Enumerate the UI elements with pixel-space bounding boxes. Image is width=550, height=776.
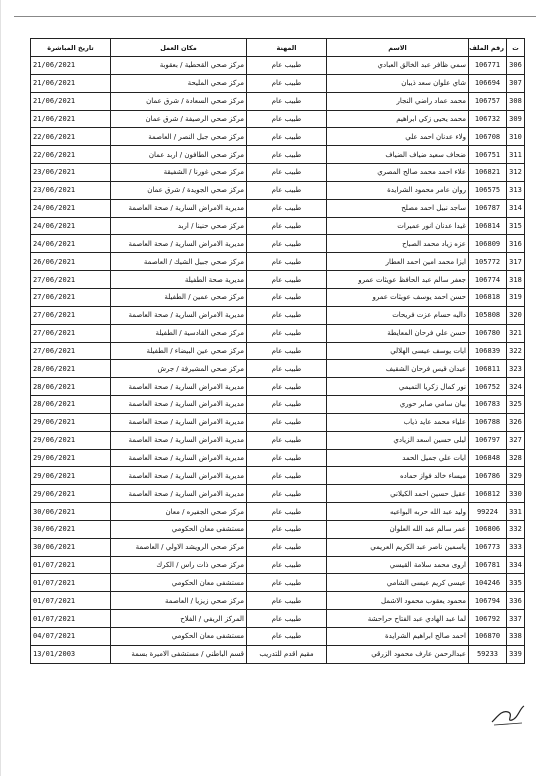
staff-roster-table [30, 38, 525, 664]
cell-place: مستشفى معان الحكومي [111, 628, 247, 646]
cell-date: 24/06/2021 [31, 235, 111, 253]
cell-job: طبيب عام [247, 92, 327, 110]
cell-file: 106757 [469, 92, 507, 110]
cell-name: ايزا محمد امين احمد العطار [327, 253, 469, 271]
cell-job: طبيب عام [247, 503, 327, 521]
cell-job: طبيب عام [247, 485, 327, 503]
cell-name: عزه زياد محمد الصباح [327, 235, 469, 253]
table-row [31, 110, 525, 128]
table-row [31, 164, 525, 182]
cell-name: ضحاف سعيد ضياف الضياف [327, 146, 469, 164]
cell-num: 308 [507, 92, 525, 110]
cell-num: 306 [507, 57, 525, 75]
cell-name: عيسى كريم عيسى الشامي [327, 574, 469, 592]
cell-name: اروى محمد سلامة القيسي [327, 556, 469, 574]
cell-name: شاي علوان سعد ذيبان [327, 74, 469, 92]
table-row [31, 628, 525, 646]
cell-name: داليه حسام عزت فريحات [327, 306, 469, 324]
cell-job: طبيب عام [247, 235, 327, 253]
table-row [31, 253, 525, 271]
cell-place: مركز صحي زيزيا / العاصمة [111, 592, 247, 610]
cell-file: 106870 [469, 628, 507, 646]
table-row [31, 271, 525, 289]
cell-date: 13/01/2003 [31, 645, 111, 663]
cell-file: 106792 [469, 610, 507, 628]
table-row [31, 288, 525, 306]
cell-file: 106732 [469, 110, 507, 128]
cell-job: طبيب عام [247, 378, 327, 396]
handwritten-signature [488, 700, 528, 728]
cell-place: المركز الريفي / الفلاح [111, 610, 247, 628]
cell-place: قسم الباطني / مستشفى الاميرة بسمة [111, 645, 247, 663]
cell-place: مركز صحي عين البيضاء / الطفيلة [111, 342, 247, 360]
cell-place: مديرية الامراض السارية / صحة العاصمة [111, 396, 247, 414]
table-row [31, 217, 525, 235]
table-row [31, 324, 525, 342]
cell-date: 01/07/2021 [31, 592, 111, 610]
cell-job: طبيب عام [247, 467, 327, 485]
cell-job: طبيب عام [247, 538, 327, 556]
cell-file: 106774 [469, 271, 507, 289]
cell-date: 27/06/2021 [31, 271, 111, 289]
table-row [31, 574, 525, 592]
table-row [31, 306, 525, 324]
cell-date: 23/06/2021 [31, 181, 111, 199]
table-row [31, 396, 525, 414]
cell-file: 106821 [469, 164, 507, 182]
cell-place: مركز صحي ذات راس / الكرك [111, 556, 247, 574]
cell-job: طبيب عام [247, 360, 327, 378]
table-row [31, 520, 525, 538]
cell-date: 27/06/2021 [31, 306, 111, 324]
cell-job: طبيب عام [247, 556, 327, 574]
cell-name: علاء احمد محمد صالح المصري [327, 164, 469, 182]
cell-place: مركز صحي الجويدة / شرق عمان [111, 181, 247, 199]
table-header-row [31, 39, 525, 57]
table-row [31, 235, 525, 253]
cell-file: 106751 [469, 146, 507, 164]
cell-name: ايات علي جميل الحمد [327, 449, 469, 467]
cell-file: 106809 [469, 235, 507, 253]
cell-date: 30/06/2021 [31, 520, 111, 538]
cell-file: 106773 [469, 538, 507, 556]
cell-num: 339 [507, 645, 525, 663]
cell-num: 317 [507, 253, 525, 271]
cell-job: طبيب عام [247, 431, 327, 449]
cell-date: 22/06/2021 [31, 128, 111, 146]
cell-name: احمد صالح ابراهيم الشرايدة [327, 628, 469, 646]
cell-num: 328 [507, 449, 525, 467]
cell-place: مديرية الامراض السارية / صحة العاصمة [111, 467, 247, 485]
cell-name: ولاء عدنان احمد علي [327, 128, 469, 146]
cell-name: ليلى حسين اسعد الزيادي [327, 431, 469, 449]
cell-file: 99224 [469, 503, 507, 521]
table-row [31, 378, 525, 396]
cell-file: 106794 [469, 592, 507, 610]
cell-job: طبيب عام [247, 128, 327, 146]
table-row [31, 503, 525, 521]
table-row [31, 467, 525, 485]
cell-job: طبيب عام [247, 628, 327, 646]
cell-place: مركز صحي السعادة / شرق عمان [111, 92, 247, 110]
cell-name: محمود يعقوب محمود الاشمل [327, 592, 469, 610]
cell-name: عيدان قيس فرحان الشقيف [327, 360, 469, 378]
cell-file: 106787 [469, 199, 507, 217]
cell-place: مركز صحي المشيرفة / جرش [111, 360, 247, 378]
cell-name: وليد عبد الله حربه البواعيه [327, 503, 469, 521]
header-num: ت [507, 39, 525, 57]
cell-date: 04/07/2021 [31, 628, 111, 646]
cell-num: 323 [507, 360, 525, 378]
cell-name: عبدالرحمن عارف محمود الزرقي [327, 645, 469, 663]
cell-num: 336 [507, 592, 525, 610]
cell-file: 106812 [469, 485, 507, 503]
cell-job: طبيب عام [247, 288, 327, 306]
cell-name: ميساء خالد فواز حماده [327, 467, 469, 485]
table-row [31, 74, 525, 92]
table-row [31, 645, 525, 663]
cell-job: طبيب عام [247, 574, 327, 592]
cell-place: مركز صحي الجفيره / معان [111, 503, 247, 521]
cell-file: 106780 [469, 324, 507, 342]
header-date: تاريخ المباشرة [31, 39, 111, 57]
cell-name: جعفر سالم عبد الحافظ عويثات عمرو [327, 271, 469, 289]
cell-num: 324 [507, 378, 525, 396]
table-row [31, 342, 525, 360]
cell-file: 106788 [469, 413, 507, 431]
scan-top-mark [14, 0, 536, 17]
cell-place: مركز صحي حنينا / اربد [111, 217, 247, 235]
cell-file: 106694 [469, 74, 507, 92]
table-row [31, 360, 525, 378]
table-row [31, 556, 525, 574]
cell-job: طبيب عام [247, 520, 327, 538]
cell-num: 335 [507, 574, 525, 592]
cell-num: 315 [507, 217, 525, 235]
cell-num: 331 [507, 503, 525, 521]
cell-date: 26/06/2021 [31, 253, 111, 271]
cell-file: 106752 [469, 378, 507, 396]
cell-date: 24/06/2021 [31, 199, 111, 217]
cell-name: سمي ظافر عبد الخالق العبادي [327, 57, 469, 75]
cell-place: مركز صحي القادسية / الطفيلة [111, 324, 247, 342]
cell-date: 29/06/2021 [31, 413, 111, 431]
cell-place: مديرية الامراض السارية / صحة العاصمة [111, 449, 247, 467]
cell-job: طبيب عام [247, 253, 327, 271]
cell-place: مستشفى معان الحكومي [111, 520, 247, 538]
cell-name: ساجد نبيل احمد مصلح [327, 199, 469, 217]
cell-job: طبيب عام [247, 199, 327, 217]
cell-num: 310 [507, 128, 525, 146]
cell-num: 311 [507, 146, 525, 164]
cell-date: 24/06/2021 [31, 217, 111, 235]
cell-job: طبيب عام [247, 413, 327, 431]
cell-job: طبيب عام [247, 110, 327, 128]
cell-date: 27/06/2021 [31, 288, 111, 306]
table-row [31, 610, 525, 628]
cell-file: 105772 [469, 253, 507, 271]
cell-num: 313 [507, 181, 525, 199]
table-row [31, 181, 525, 199]
cell-date: 28/06/2021 [31, 378, 111, 396]
table-row [31, 146, 525, 164]
cell-place: مركز صحي عمين / الطفيلة [111, 288, 247, 306]
cell-file: 106708 [469, 128, 507, 146]
cell-file: 104246 [469, 574, 507, 592]
cell-name: لما عبد الهادي عبد الفتاح حراحشة [327, 610, 469, 628]
cell-job: طبيب عام [247, 449, 327, 467]
cell-date: 27/06/2021 [31, 342, 111, 360]
cell-date: 01/07/2021 [31, 556, 111, 574]
cell-num: 309 [507, 110, 525, 128]
table-row [31, 199, 525, 217]
cell-name: ايات يوسف عيسى الهلالي [327, 342, 469, 360]
cell-name: عقيل حسين احمد الكيلاني [327, 485, 469, 503]
cell-num: 326 [507, 413, 525, 431]
cell-file: 106771 [469, 57, 507, 75]
table-row [31, 485, 525, 503]
cell-job: طبيب عام [247, 271, 327, 289]
cell-place: مركز صحي جبل النصر / العاصمة [111, 128, 247, 146]
cell-name: ياسمين ناصر عبد الكريم العريمي [327, 538, 469, 556]
cell-place: مركز صحي غورنا / الشفيقة [111, 164, 247, 182]
header-place: مكان العمل [111, 39, 247, 57]
cell-num: 321 [507, 324, 525, 342]
cell-file: 106783 [469, 396, 507, 414]
table-row [31, 413, 525, 431]
table-body [31, 57, 525, 664]
cell-job: طبيب عام [247, 342, 327, 360]
cell-job: طبيب عام [247, 217, 327, 235]
header-file: رقم الملف [469, 39, 507, 57]
cell-name: حسن احمد يوسف عويثات عمرو [327, 288, 469, 306]
cell-num: 322 [507, 342, 525, 360]
cell-file: 106806 [469, 520, 507, 538]
cell-job: طبيب عام [247, 74, 327, 92]
cell-date: 21/06/2021 [31, 74, 111, 92]
cell-num: 307 [507, 74, 525, 92]
cell-date: 01/07/2021 [31, 574, 111, 592]
cell-date: 29/06/2021 [31, 467, 111, 485]
cell-place: مركز صحي الرويشد الاولي / العاصمة [111, 538, 247, 556]
cell-date: 27/06/2021 [31, 324, 111, 342]
cell-name: محمد يحيى زكي ابراهيم [327, 110, 469, 128]
cell-num: 337 [507, 610, 525, 628]
cell-place: مديرية صحة الطفيلة [111, 271, 247, 289]
cell-date: 29/06/2021 [31, 449, 111, 467]
cell-place: مركز صحي القحطية / بعقوبة [111, 57, 247, 75]
cell-place: مديرية الامراض السارية / صحة العاصمة [111, 306, 247, 324]
cell-date: 21/06/2021 [31, 110, 111, 128]
cell-place: مستشفى معان الحكومي [111, 574, 247, 592]
cell-file: 106811 [469, 360, 507, 378]
cell-date: 30/06/2021 [31, 503, 111, 521]
cell-date: 23/06/2021 [31, 164, 111, 182]
cell-name: عمر سالم عبد الله العلوان [327, 520, 469, 538]
cell-file: 106781 [469, 556, 507, 574]
cell-name: نور كمال زكريا التميمي [327, 378, 469, 396]
cell-job: طبيب عام [247, 592, 327, 610]
cell-num: 332 [507, 520, 525, 538]
table-row [31, 128, 525, 146]
cell-num: 318 [507, 271, 525, 289]
cell-num: 333 [507, 538, 525, 556]
cell-date: 21/06/2021 [31, 92, 111, 110]
cell-place: مركز صحي الرصيفة / شرق عمان [111, 110, 247, 128]
table-row [31, 449, 525, 467]
cell-job: طبيب عام [247, 610, 327, 628]
cell-num: 325 [507, 396, 525, 414]
cell-num: 334 [507, 556, 525, 574]
cell-file: 106839 [469, 342, 507, 360]
header-name: الاسم [327, 39, 469, 57]
cell-job: مقيم اقدم للتدريب [247, 645, 327, 663]
cell-place: مركز صحي الطافون / اربد عمان [111, 146, 247, 164]
table-row [31, 592, 525, 610]
cell-file: 105808 [469, 306, 507, 324]
cell-date: 01/07/2021 [31, 610, 111, 628]
cell-file: 106818 [469, 288, 507, 306]
cell-num: 320 [507, 306, 525, 324]
cell-date: 29/06/2021 [31, 485, 111, 503]
cell-job: طبيب عام [247, 181, 327, 199]
cell-num: 316 [507, 235, 525, 253]
cell-num: 327 [507, 431, 525, 449]
table-row [31, 92, 525, 110]
cell-place: مديرية الامراض السارية / صحة العاصمة [111, 199, 247, 217]
cell-file: 106797 [469, 431, 507, 449]
cell-name: علياء محمد عايد ذياب [327, 413, 469, 431]
cell-num: 314 [507, 199, 525, 217]
cell-num: 330 [507, 485, 525, 503]
cell-job: طبيب عام [247, 57, 327, 75]
cell-place: مديرية الامراض السارية / صحة العاصمة [111, 378, 247, 396]
cell-place: مديرية الامراض السارية / صحة العاصمة [111, 485, 247, 503]
cell-date: 22/06/2021 [31, 146, 111, 164]
cell-name: غيدا عدنان انور عميرات [327, 217, 469, 235]
table-row [31, 57, 525, 75]
cell-file: 106848 [469, 449, 507, 467]
header-job: المهنة [247, 39, 327, 57]
cell-name: محمد عماد راضي النجار [327, 92, 469, 110]
cell-job: طبيب عام [247, 146, 327, 164]
cell-job: طبيب عام [247, 396, 327, 414]
cell-place: مركز صحي جبيل الشيك / العاصمة [111, 253, 247, 271]
cell-place: مديرية الامراض السارية / صحة العاصمة [111, 235, 247, 253]
cell-file: 59233 [469, 645, 507, 663]
cell-date: 28/06/2021 [31, 360, 111, 378]
cell-name: بيان سامي صابر حوري [327, 396, 469, 414]
cell-job: طبيب عام [247, 306, 327, 324]
cell-date: 30/06/2021 [31, 538, 111, 556]
cell-name: روان عامر محمود الشرايدة [327, 181, 469, 199]
cell-num: 338 [507, 628, 525, 646]
cell-num: 329 [507, 467, 525, 485]
table-row [31, 431, 525, 449]
cell-name: حسن علي فرحان المعايطة [327, 324, 469, 342]
cell-date: 29/06/2021 [31, 431, 111, 449]
cell-place: مديرية الامراض السارية / صحة العاصمة [111, 431, 247, 449]
cell-date: 28/06/2021 [31, 396, 111, 414]
cell-file: 106786 [469, 467, 507, 485]
cell-file: 106575 [469, 181, 507, 199]
cell-place: مركز صحي المليحة [111, 74, 247, 92]
cell-date: 21/06/2021 [31, 57, 111, 75]
cell-job: طبيب عام [247, 164, 327, 182]
cell-num: 319 [507, 288, 525, 306]
table-row [31, 538, 525, 556]
cell-file: 106814 [469, 217, 507, 235]
cell-job: طبيب عام [247, 324, 327, 342]
cell-num: 312 [507, 164, 525, 182]
cell-place: مديرية الامراض السارية / صحة العاصمة [111, 413, 247, 431]
